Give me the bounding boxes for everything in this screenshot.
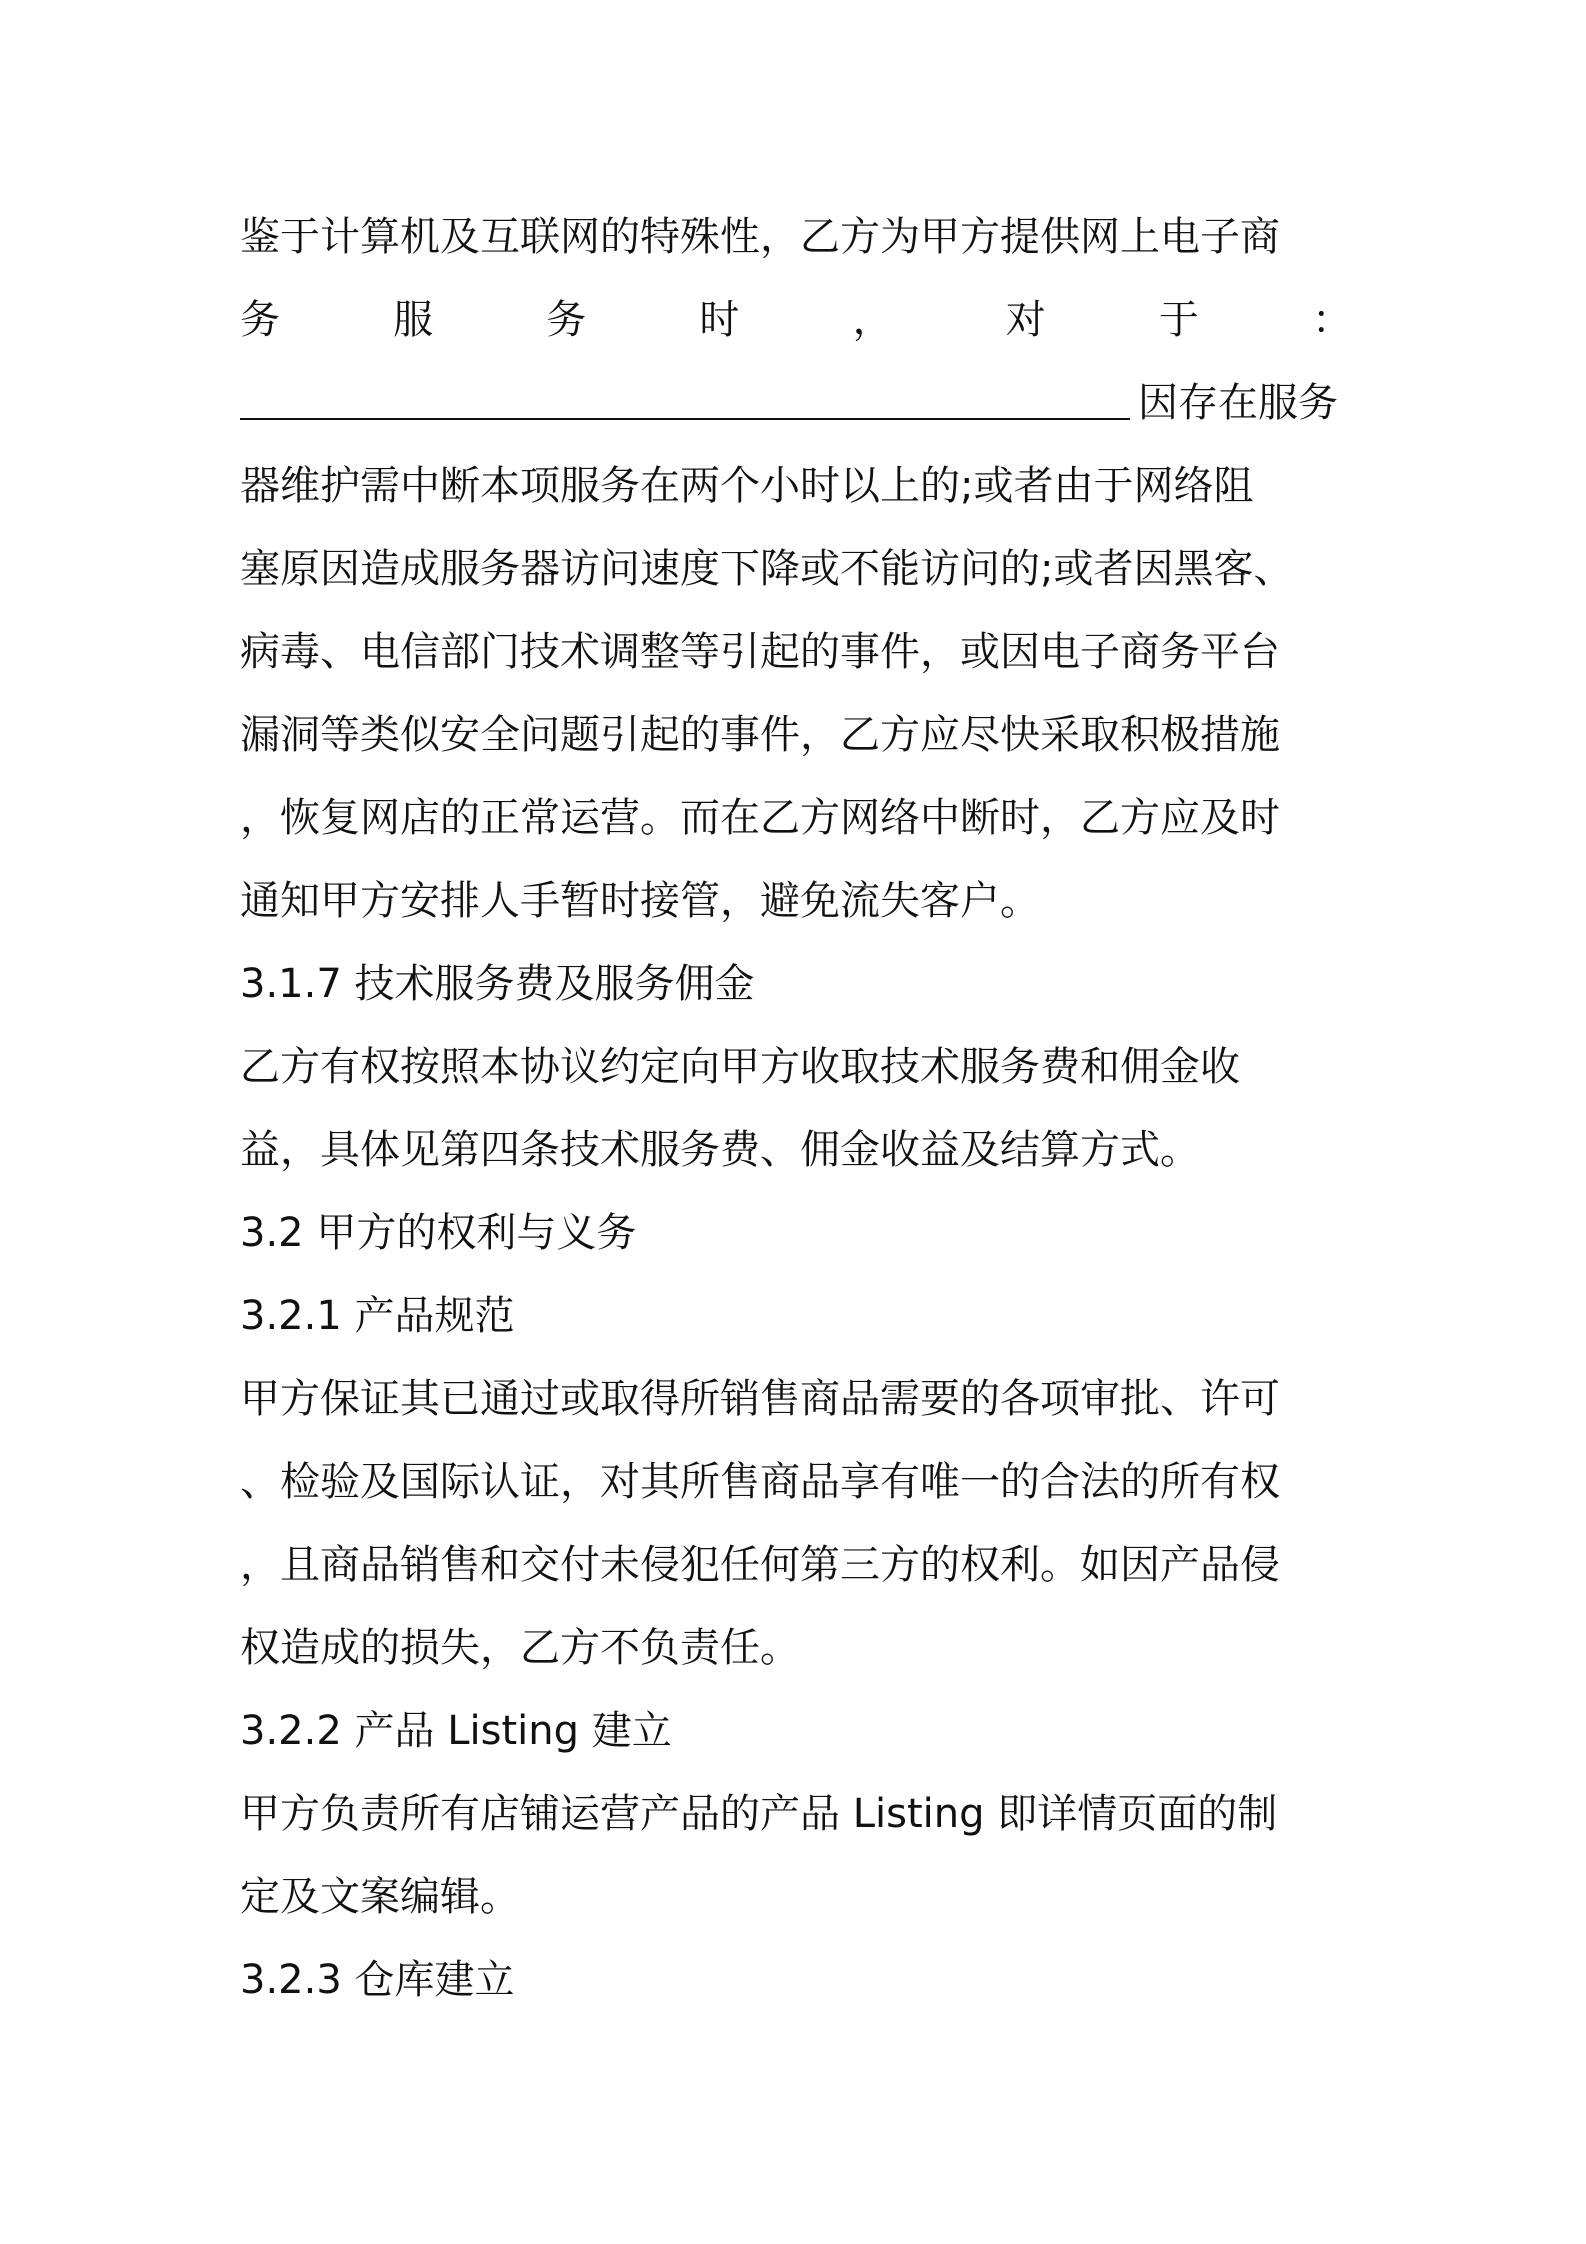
- document-body: [240, 196, 1352, 2022]
- paragraph-line: 定及文案编辑。: [240, 1874, 520, 1920]
- paragraph-line: 、检验及国际认证，对其所售商品享有唯一的合法的所有权: [240, 1459, 1280, 1505]
- spaced-char: 务: [240, 297, 280, 343]
- paragraph-line: 漏洞等类似安全问题引起的事件，乙方应尽快采取积极措施: [240, 712, 1280, 758]
- paragraph-text: 因存在服务: [1138, 380, 1338, 426]
- paragraph-line: 通知甲方安排人手暂时接管，避免流失客户。: [240, 878, 1040, 924]
- paragraph-line: 病毒、电信部门技术调整等引起的事件，或因电子商务平台: [240, 629, 1280, 675]
- spaced-char: 于: [1158, 297, 1199, 343]
- section-heading: 3.2.2 产品 Listing 建立: [240, 1708, 672, 1754]
- spaced-char: 务: [546, 297, 587, 343]
- blank-underline: [240, 418, 1130, 420]
- paragraph-line: 益，具体见第四条技术服务费、佣金收益及结算方式。: [240, 1127, 1200, 1173]
- section-heading: 3.2 甲方的权利与义务: [240, 1210, 637, 1256]
- spaced-char: 时: [699, 297, 740, 343]
- spaced-char: ：: [1311, 297, 1352, 343]
- paragraph-line: 乙方有权按照本协议约定向甲方收取技术服务费和佣金收: [240, 1044, 1240, 1090]
- section-heading: 3.2.3 仓库建立: [240, 1957, 515, 2003]
- paragraph-line: 甲方保证其已通过或取得所销售商品需要的各项审批、许可: [240, 1376, 1280, 1422]
- fill-in-blank-line: [240, 362, 1352, 445]
- spaced-char: 对: [1005, 297, 1046, 343]
- spaced-char: ，: [852, 297, 893, 343]
- paragraph-line: 鉴于计算机及互联网的特殊性，乙方为甲方提供网上电子商: [240, 214, 1280, 260]
- spaced-paragraph-line: [240, 279, 1352, 362]
- paragraph-line: ，恢复网店的正常运营。而在乙方网络中断时，乙方应及时: [240, 795, 1280, 841]
- section-heading: 3.1.7 技术服务费及服务佣金: [240, 961, 755, 1007]
- paragraph-line: 器维护需中断本项服务在两个小时以上的;或者由于网络阻: [240, 463, 1254, 509]
- paragraph-line: 甲方负责所有店铺运营产品的产品 Listing 即详情页面的制: [240, 1791, 1278, 1837]
- spaced-char: 服: [393, 297, 434, 343]
- paragraph-line: 权造成的损失，乙方不负责任。: [240, 1625, 800, 1671]
- section-heading: 3.2.1 产品规范: [240, 1293, 515, 1339]
- paragraph-line: 塞原因造成服务器访问速度下降或不能访问的;或者因黑客、: [240, 546, 1294, 592]
- paragraph-line: ，且商品销售和交付未侵犯任何第三方的权利。如因产品侵: [240, 1542, 1280, 1588]
